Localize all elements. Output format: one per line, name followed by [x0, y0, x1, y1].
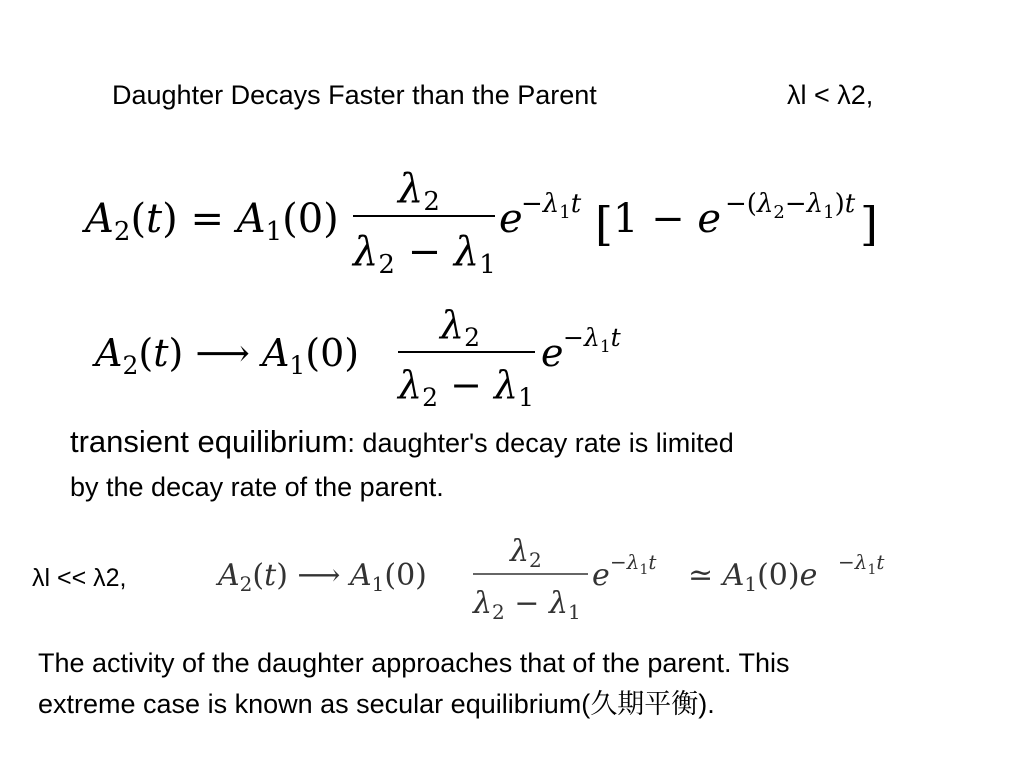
- svg-text:λ2: $\lambda_2$: [398, 166, 440, 217]
- svg-text:A2(t) ⟶ A1(0): $A_2(t)$ ⟶ $A_1(0)$: [95, 331, 360, 380]
- condition-lambda-less: λl < λ2,: [787, 80, 874, 110]
- svg-text:A2(t) = A1(0): $A_2(t) = A_1(0)$: [85, 196, 339, 247]
- svg-text:≃ A1(0)e: ≃ $A_1(0)e$: [688, 558, 818, 596]
- svg-text:λ2: $\lambda_2$: [510, 534, 542, 572]
- svg-text:−λ1t: $-\lambda_1t$: [521, 189, 582, 223]
- svg-text:λ2 − λ1: $\lambda_2 - \lambda_1$: [473, 586, 581, 624]
- svg-text:−λ1t: $-\lambda_1t$: [838, 550, 885, 578]
- svg-text:−λ1t: $-\lambda_1t$: [563, 323, 621, 357]
- svg-text:e: e: [499, 196, 523, 242]
- svg-text:A2(t) ⟶ A1(0): $A_2(t)$ ⟶ $A_1(0)$: [218, 558, 427, 596]
- note-text-line2: by the decay rate of the parent.: [70, 472, 444, 502]
- svg-text:λ2: $\lambda_2$: [440, 303, 480, 352]
- condition-lambda-much-less: λl << λ2,: [32, 564, 127, 592]
- transient-equilibrium-note: [70, 420, 734, 509]
- svg-text:]: ]: [860, 197, 878, 251]
- equation-transient-limit: [95, 300, 655, 410]
- conclusion-line2: extreme case is known as secular equilibrium(久期平衡).: [38, 689, 715, 719]
- svg-text:e: e: [592, 558, 610, 593]
- svg-text:[: [: [595, 197, 613, 251]
- note-text: : daughter's decay rate is limited: [347, 428, 734, 458]
- svg-text:λ2 − λ1: $\lambda_2 - \lambda_1$: [353, 229, 496, 280]
- slide-title: Daughter Decays Faster than the Parent: [112, 80, 597, 110]
- svg-text:−(λ2−λ1)t: $-(\lambda_2-\lambda_1)t$: [725, 189, 856, 223]
- svg-text:λ2 − λ1: $\lambda_2 - \lambda_1$: [398, 363, 534, 412]
- svg-text:1 − e: 1 − e: [613, 196, 722, 242]
- equation-secular-limit: [218, 533, 908, 623]
- conclusion-line1: The activity of the daughter approaches that of the parent. This: [38, 648, 790, 678]
- term-transient-equilibrium: transient equilibrium: [70, 424, 348, 459]
- svg-text:−λ1t: $-\lambda_1t$: [610, 550, 657, 578]
- equation-general: [85, 160, 895, 280]
- secular-equilibrium-conclusion: [38, 643, 789, 725]
- svg-text:e: e: [541, 331, 564, 375]
